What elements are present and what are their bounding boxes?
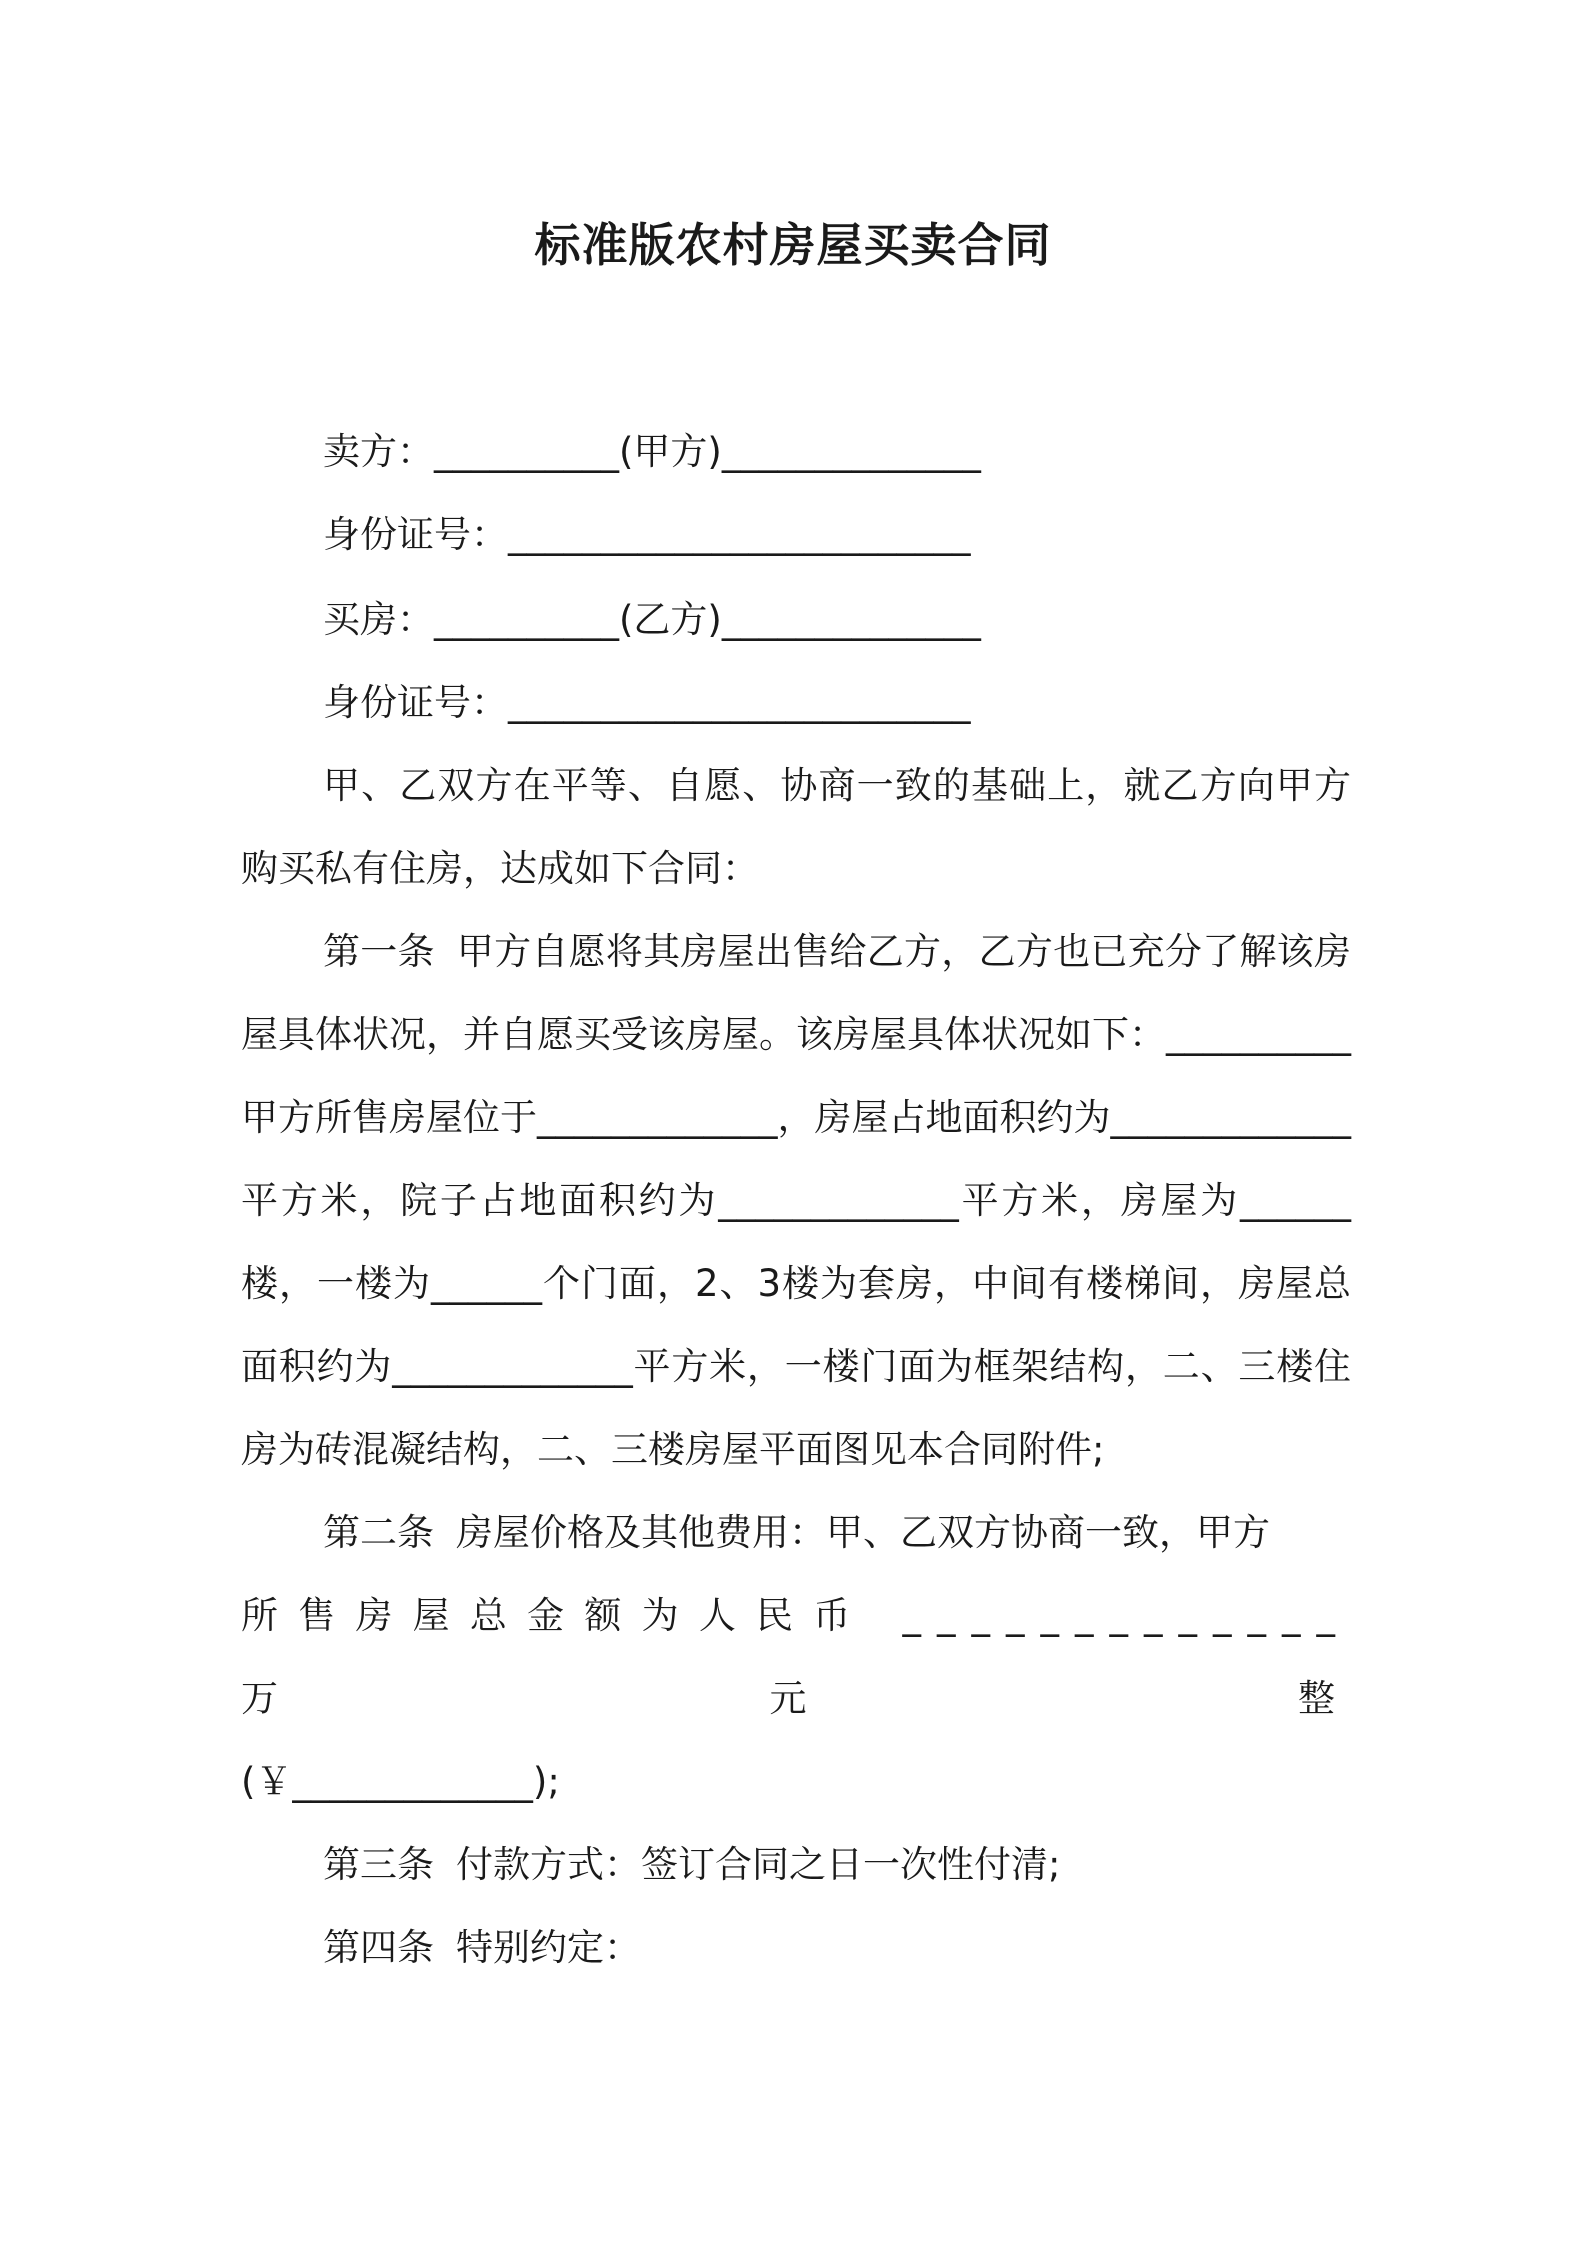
buyer-line: 买房：__________(乙方)______________ [323,598,981,641]
article-1 [241,910,1351,1491]
document-title: 标准版农村房屋买卖合同 [534,218,1052,272]
article-2-amount-figure: (￥_____________); [241,1760,560,1803]
article-2-text-a: 房屋价格及其他费用：甲、乙双方协商一致，甲方 [456,1511,1270,1554]
article-4-label: 第四条 [323,1926,434,1969]
article-1-text: 甲方自愿将其房屋出售给乙方，乙方也已充分了解该房屋具体状况，并自愿买受该房屋。该房屋具体状况如下：__________甲方所售房屋位于_____________，房屋占地面积约为_____________平方米，院子占地面积约为_____________平方米，房屋为______楼，一楼为______个门面，2、3楼为套房，中间有楼梯间，房屋总面积约为_____________平方米，一楼门面为框架结构，二、三楼住房为砖混凝结构，二、三楼房屋平面图见本合同附件; [241,930,1352,1471]
article-2-amount-line: 所售房屋总金额为人民币 _____________万元整 [241,1594,1351,1720]
article-3-label: 第三条 [323,1843,434,1886]
intro-paragraph: 甲、乙双方在平等、自愿、协商一致的基础上，就乙方向甲方购买私有住房，达成如下合同： [241,764,1351,890]
article-4-text: 特别约定： [456,1926,641,1969]
article-2-label: 第二条 [323,1511,434,1554]
article-3 [241,1823,1351,1906]
seller-line: 卖方：__________(甲方)______________ [323,430,981,473]
article-3-text: 付款方式：签订合同之日一次性付清; [456,1843,1061,1886]
document-body [241,410,1351,1989]
article-1-label: 第一条 [323,930,435,973]
article-2 [241,1491,1351,1574]
buyer-id-line: 身份证号：_________________________ [323,681,971,724]
seller-id-line: 身份证号：_________________________ [323,513,971,556]
article-4 [241,1906,1351,1989]
